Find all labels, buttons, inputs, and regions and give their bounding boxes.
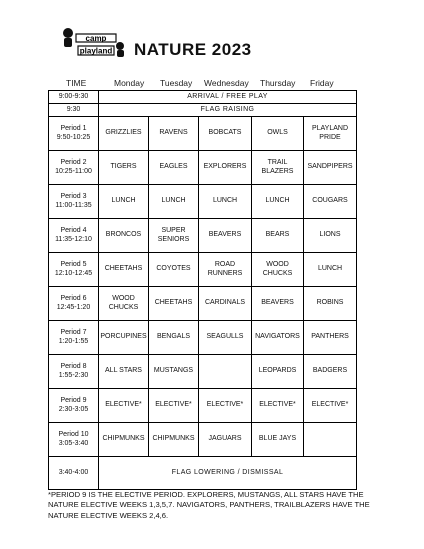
schedule-cell: ELECTIVE*	[99, 389, 149, 423]
schedule-cell: ROAD RUNNERS	[199, 253, 252, 287]
schedule-cell: CARDINALS	[199, 287, 252, 321]
schedule-cell: RAVENS	[149, 117, 199, 151]
schedule-cell: CHIPMUNKS	[149, 423, 199, 457]
schedule-cell: CHIPMUNKS	[99, 423, 149, 457]
schedule-cell: NAVIGATORS	[252, 321, 304, 355]
schedule-cell: WOOD CHUCKS	[99, 287, 149, 321]
schedule-cell: EAGLES	[149, 151, 199, 185]
time-cell: Period 1 9:50-10:25	[49, 117, 99, 151]
time-cell: Period 6 12:45-1:20	[49, 287, 99, 321]
header-time: TIME	[66, 78, 87, 88]
row-flag-lowering	[49, 457, 357, 490]
time-cell: Period 8 1:55-2:30	[49, 355, 99, 389]
svg-text:camp: camp	[85, 34, 107, 43]
schedule-cell: SANDPIPERS	[304, 151, 357, 185]
header-wednesday: Wednesday	[204, 78, 249, 88]
schedule-cell: OWLS	[252, 117, 304, 151]
camp-playland-logo	[60, 24, 130, 60]
table-row	[49, 185, 357, 219]
time-cell: 3:40-4:00	[49, 457, 99, 490]
flag-raising-cell: FLAG RAISING	[99, 104, 357, 117]
schedule-cell: BRONCOS	[99, 219, 149, 253]
schedule-cell: CHEETAHS	[149, 287, 199, 321]
schedule-cell: MUSTANGS	[149, 355, 199, 389]
time-cell: 9:30	[49, 104, 99, 117]
time-cell: Period 2 10:25-11:00	[49, 151, 99, 185]
schedule-cell: BEAVERS	[199, 219, 252, 253]
schedule-cell: JAGUARS	[199, 423, 252, 457]
table-row	[49, 389, 357, 423]
schedule-cell: SEAGULLS	[199, 321, 252, 355]
header-tuesday: Tuesday	[160, 78, 193, 88]
schedule-cell: BOBCATS	[199, 117, 252, 151]
schedule-table	[48, 90, 357, 490]
schedule-cell: TIGERS	[99, 151, 149, 185]
schedule-cell: BEARS	[252, 219, 304, 253]
schedule-cell: LUNCH	[304, 253, 357, 287]
schedule-cell: LUNCH	[99, 185, 149, 219]
time-cell: Period 4 11:35-12:10	[49, 219, 99, 253]
schedule-cell: BLUE JAYS	[252, 423, 304, 457]
header-friday: Friday	[310, 78, 334, 88]
footnote: *PERIOD 9 IS THE ELECTIVE PERIOD. EXPLORERS, MUSTANGS, ALL STARS HAVE THE NATURE ELECTIVE WEEKS 1,3,5,7. NAVIGATORS, PANTHERS, TRAILBLAZERS HAVE THE NATURE ELECTIVE WEEKS 2,4,6.	[48, 490, 370, 520]
schedule-cell: LUNCH	[149, 185, 199, 219]
schedule-cell: ELECTIVE*	[149, 389, 199, 423]
schedule-cell: BADGERS	[304, 355, 357, 389]
table-row	[49, 253, 357, 287]
table-row	[49, 321, 357, 355]
schedule-cell: BENGALS	[149, 321, 199, 355]
schedule-cell: ELECTIVE*	[252, 389, 304, 423]
schedule-cell: COYOTES	[149, 253, 199, 287]
arrival-cell: ARRIVAL / FREE PLAY	[99, 91, 357, 104]
table-row	[49, 151, 357, 185]
schedule-cell: SUPER SENIORS	[149, 219, 199, 253]
time-cell: Period 3 11:00-11:35	[49, 185, 99, 219]
schedule-cell: PANTHERS	[304, 321, 357, 355]
schedule-cell: LUNCH	[199, 185, 252, 219]
schedule-cell: GRIZZLIES	[99, 117, 149, 151]
schedule-cell: PORCUPINES	[99, 321, 149, 355]
schedule-cell: CHEETAHS	[99, 253, 149, 287]
schedule-cell: EXPLORERS	[199, 151, 252, 185]
schedule-cell: TRAIL BLAZERS	[252, 151, 304, 185]
schedule-cell: ROBINS	[304, 287, 357, 321]
schedule-cell: WOOD CHUCKS	[252, 253, 304, 287]
schedule-cell: PLAYLAND PRIDE	[304, 117, 357, 151]
schedule-cell	[304, 423, 357, 457]
schedule-cell: COUGARS	[304, 185, 357, 219]
time-cell: Period 10 3:05-3:40	[49, 423, 99, 457]
schedule-cell: LUNCH	[252, 185, 304, 219]
header-thursday: Thursday	[260, 78, 296, 88]
schedule-cell: ALL STARS	[99, 355, 149, 389]
schedule-cell: LEOPARDS	[252, 355, 304, 389]
schedule-cell: LIONS	[304, 219, 357, 253]
table-row	[49, 355, 357, 389]
time-cell: Period 9 2:30-3:05	[49, 389, 99, 423]
svg-text:playland: playland	[79, 46, 113, 56]
page-title: NATURE 2023	[134, 40, 252, 59]
schedule-cell	[199, 355, 252, 389]
schedule-cell: ELECTIVE*	[199, 389, 252, 423]
time-cell: 9:00-9:30	[49, 91, 99, 104]
time-cell: Period 5 12:10-12:45	[49, 253, 99, 287]
table-row	[49, 423, 357, 457]
row-arrival	[49, 91, 357, 104]
flag-lowering-cell: FLAG LOWERING / DISMISSAL	[99, 457, 357, 490]
table-row	[49, 287, 357, 321]
time-cell: Period 7 1:20-1:55	[49, 321, 99, 355]
table-row	[49, 219, 357, 253]
header-monday: Monday	[114, 78, 145, 88]
schedule-cell: ELECTIVE*	[304, 389, 357, 423]
table-row	[49, 117, 357, 151]
row-flag-raising	[49, 104, 357, 117]
schedule-cell: BEAVERS	[252, 287, 304, 321]
